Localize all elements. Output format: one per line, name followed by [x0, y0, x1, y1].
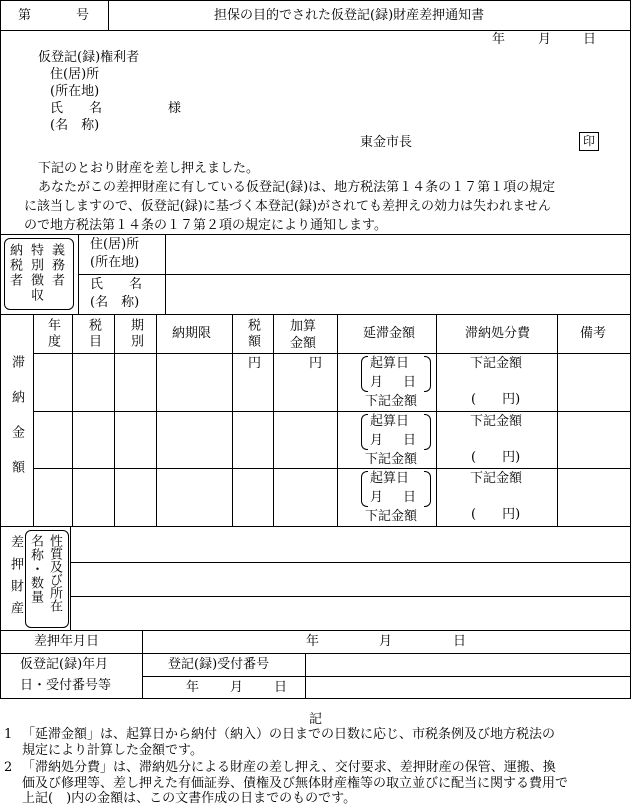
- header-remarks: 備考: [580, 326, 607, 341]
- seizure-day: 日: [453, 634, 467, 649]
- receipt-number-label: 登記(録)受付番号: [168, 657, 270, 672]
- seized-vert-1: 差押財産: [8, 535, 23, 623]
- taxpayer-vert-2: 特別徴収: [28, 243, 43, 303]
- header-surcharge: 加算金額: [290, 319, 317, 351]
- surcharge-yen: 円: [309, 356, 323, 371]
- taxpayer-vert-3: 義務者: [49, 243, 64, 288]
- document-title: 担保の目的でされた仮登記(録)財産差押通知書: [214, 8, 485, 23]
- header-delinquency: 延滞金額: [363, 326, 416, 341]
- provisional-month: 月: [230, 680, 244, 695]
- date-day: 日: [583, 32, 597, 47]
- header-period: 期別: [128, 318, 143, 350]
- date-year: 年: [492, 32, 506, 47]
- number-label-go: 号: [76, 8, 90, 23]
- seal-stamp: 印: [579, 132, 599, 151]
- addressee-name-label: 氏 名: [50, 101, 103, 116]
- addressee-title: 仮登記(録)権利者: [38, 50, 140, 65]
- body-line-1: 下記のとおり財産を差し押えました。: [38, 161, 260, 176]
- date-month: 月: [538, 32, 552, 47]
- seizure-date-label: 差押年月日: [34, 634, 100, 649]
- note-2-line1: 「滞納処分費」は、滞納処分による財産の差し押え、交付要求、差押財産の保管、運搬、換: [22, 760, 556, 775]
- seizure-year: 年: [306, 634, 320, 649]
- seized-vert-2: 名称・数量: [28, 534, 43, 604]
- taxpayer-location-label: (所在地): [90, 255, 140, 270]
- addressee-location-label: (所在地): [50, 84, 100, 99]
- addressee-address-label: 住(居)所: [50, 67, 100, 82]
- provisional-label-line1: 仮登記(録)年月: [20, 657, 109, 672]
- tax-amount-yen: 円: [248, 356, 262, 371]
- provisional-year: 年: [186, 680, 200, 695]
- taxpayer-vert-1: 納税者: [7, 243, 22, 288]
- taxpayer-address-label: 住(居)所: [90, 237, 140, 252]
- header-disposal-fee: 滞納処分費: [465, 326, 531, 341]
- header-deadline: 納期限: [172, 326, 212, 341]
- addressee-honorific: 様: [168, 101, 182, 116]
- note-1-line2: 規定により計算した金額です。: [22, 743, 203, 758]
- seizure-month: 月: [379, 634, 393, 649]
- body-line-4: ので地方税法第１４条の１７第２項の規定により通知します。: [24, 218, 387, 233]
- note-1-line1: 「延滞金額」は、起算日から納付（納入）の日までの日数に応じ、市税条例及び地方税法の: [22, 727, 556, 742]
- body-line-3: に該当しますので、仮登記(録)に基づく本登記(録)がされても差押えの効力は失われません: [24, 199, 552, 214]
- note-2-num: 2: [4, 760, 13, 775]
- header-tax-item: 税目: [86, 318, 101, 350]
- header-year: 年度: [45, 318, 60, 350]
- taxpayer-name-label: 氏 名: [90, 277, 143, 292]
- addressee-corp-name-label: (名 称): [50, 118, 100, 133]
- note-1-num: 1: [4, 727, 13, 742]
- note-2-line2: 価及び修理等、差し押えた有価証券、債権及び無体財産権等の取立並びに配当に関する費用で: [22, 776, 569, 791]
- notes-heading: 記: [309, 712, 323, 727]
- note-2-line3: 上記( )内の金額は、この文書作成の日までのものです。: [22, 791, 357, 806]
- seized-vert-3: 性質及び所在: [47, 534, 62, 612]
- body-line-2: あなたがこの差押財産に有している仮登記(録)は、地方税法第１４条の１７第１項の規定: [38, 180, 556, 195]
- header-tax-amount: 税額: [245, 318, 260, 350]
- provisional-label-line2: 日・受付番号等: [20, 678, 112, 693]
- provisional-day: 日: [274, 680, 288, 695]
- taxpayer-corp-name-label: (名 称): [90, 295, 140, 310]
- arrears-side-label: 滞納金額: [9, 355, 24, 495]
- number-label-dai: 第: [18, 8, 32, 23]
- issuer-name: 東金市長: [360, 135, 413, 150]
